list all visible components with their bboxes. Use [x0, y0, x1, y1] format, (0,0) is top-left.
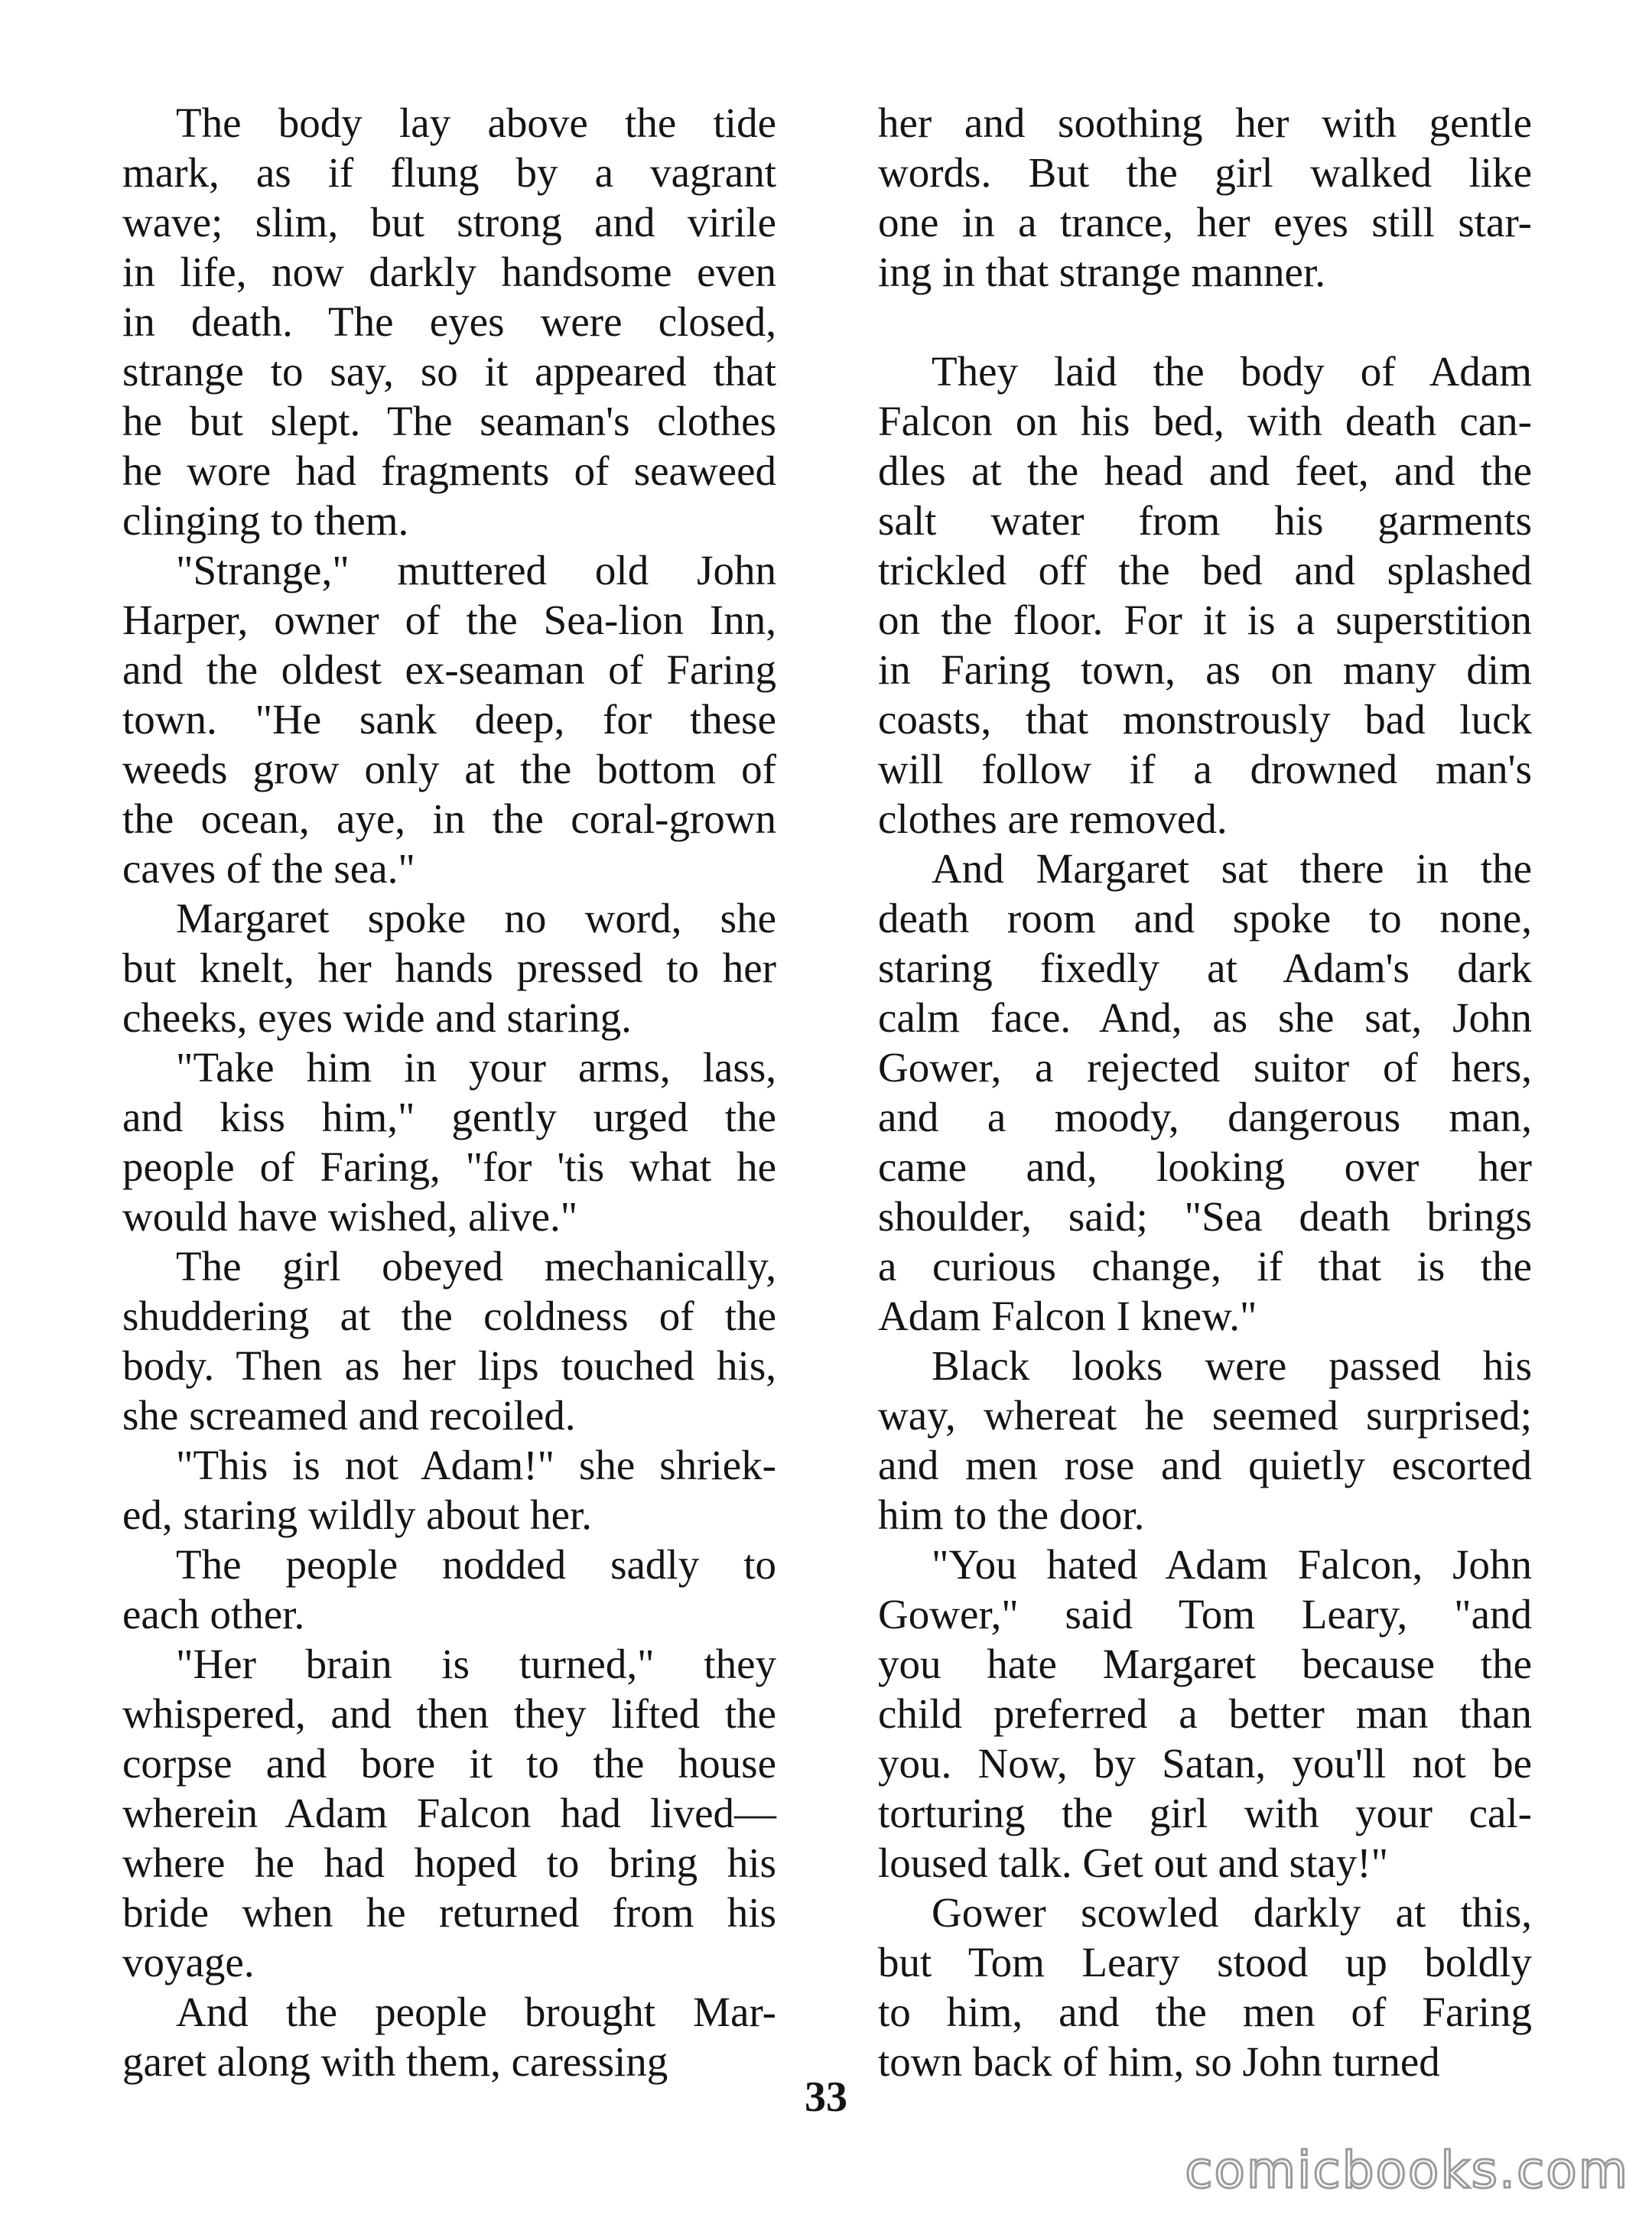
paragraph [122, 98, 776, 545]
text-line: but Tom Leary stood up boldly [878, 1939, 1532, 1985]
text-line: torturing the girl with your cal- [878, 1790, 1532, 1836]
text-line: bride when he returned from his [122, 1889, 776, 1936]
text-line: strange to say, so it appeared that [122, 348, 776, 395]
text-line: child preferred a better man than [878, 1690, 1532, 1737]
paragraph [878, 1540, 1532, 1888]
left-text-column [122, 98, 776, 2086]
paragraph [122, 1639, 776, 1987]
text-line: "Her brain is turned," they [176, 1641, 776, 1687]
text-line: trickled off the bed and splashed [878, 547, 1532, 594]
text-line: you. Now, by Satan, you'll not be [878, 1740, 1532, 1787]
text-line: him to the door. [878, 1491, 1145, 1538]
text-line: Adam Falcon I knew." [878, 1293, 1257, 1339]
paragraph [122, 1241, 776, 1440]
text-line: and the oldest ex-seaman of Faring [122, 646, 776, 693]
text-line: Falcon on his bed, with death can- [878, 398, 1532, 444]
text-line: to him, and the men of Faring [878, 1989, 1532, 2035]
paragraph [122, 1042, 776, 1241]
text-line: salt water from his garments [878, 497, 1532, 544]
text-line: in life, now darkly handsome even [122, 249, 776, 295]
text-line: coasts, that monstrously bad luck [878, 696, 1532, 743]
text-line: Gower scowled darkly at this, [932, 1889, 1532, 1936]
text-line: came and, looking over her [878, 1143, 1532, 1190]
paragraph [122, 893, 776, 1042]
text-line: he but slept. The seaman's clothes [122, 398, 776, 444]
page-number: 33 [805, 2073, 847, 2121]
text-line: calm face. And, as she sat, John [878, 994, 1532, 1041]
text-line: Harper, owner of the Sea-lion Inn, [122, 597, 776, 643]
text-line: voyage. [122, 1939, 255, 1985]
paragraph [878, 346, 1532, 844]
text-line: The people nodded sadly to [176, 1541, 776, 1588]
text-line: clinging to them. [122, 497, 409, 544]
text-line: a curious change, if that is the [878, 1243, 1532, 1289]
text-line: town back of him, so John turned [878, 2038, 1440, 2085]
text-line: way, whereat he seemed surprised; [878, 1392, 1532, 1439]
right-text-column [878, 98, 1532, 2086]
text-line: ed, staring wildly about her. [122, 1491, 593, 1538]
paragraph [122, 545, 776, 893]
text-line: people of Faring, "for 'tis what he [122, 1143, 776, 1190]
text-line: in Faring town, as on many dim [878, 646, 1532, 693]
text-line: and a moody, dangerous man, [878, 1094, 1532, 1140]
text-line: caves of the sea." [122, 845, 415, 892]
text-line: words. But the girl walked like [878, 149, 1532, 196]
text-line: and kiss him," gently urged the [122, 1094, 776, 1140]
text-line: Gower," said Tom Leary, "and [878, 1591, 1532, 1637]
text-line: The body lay above the tide [176, 99, 776, 146]
text-line: clothes are removed. [878, 795, 1228, 842]
paragraph [878, 1888, 1532, 2086]
text-line: dles at the head and feet, and the [878, 447, 1532, 494]
text-line: body. Then as her lips touched his, [122, 1342, 776, 1389]
text-line: he wore had fragments of seaweed [122, 447, 776, 494]
text-line: you hate Margaret because the [878, 1641, 1532, 1687]
text-line: Black looks were passed his [932, 1342, 1532, 1389]
paragraph [122, 1987, 776, 2086]
text-line: ing in that strange manner. [878, 249, 1325, 295]
text-line: shuddering at the coldness of the [122, 1293, 776, 1339]
paragraph [878, 98, 1532, 297]
text-line: Gower, a rejected suitor of hers, [878, 1044, 1532, 1091]
text-line: The girl obeyed mechanically, [176, 1243, 776, 1289]
text-line: will follow if a drowned man's [878, 746, 1532, 792]
text-line: And Margaret sat there in the [932, 845, 1532, 892]
text-line: one in a trance, her eyes still star- [878, 199, 1532, 246]
text-line: her and soothing her with gentle [878, 99, 1532, 146]
text-line: where he had hoped to bring his [122, 1839, 776, 1886]
text-line: garet along with them, caressing [122, 2038, 668, 2085]
paragraph [122, 1540, 776, 1639]
text-line: cheeks, eyes wide and staring. [122, 994, 632, 1041]
paragraph [122, 1440, 776, 1540]
text-line: on the floor. For it is a superstition [878, 597, 1532, 643]
paragraph [878, 1341, 1532, 1540]
paragraph [878, 844, 1532, 1341]
text-line: wave; slim, but strong and virile [122, 199, 776, 246]
text-line: each other. [122, 1591, 305, 1637]
watermark-logo: comicbooks.com [1185, 2141, 1629, 2200]
text-line: weeds grow only at the bottom of [122, 746, 776, 792]
text-line: death room and spoke to none, [878, 895, 1532, 942]
text-line: but knelt, her hands pressed to her [122, 945, 776, 991]
text-line: And the people brought Mar- [176, 1989, 776, 2035]
text-line: mark, as if flung by a vagrant [122, 149, 776, 196]
text-line: "This is not Adam!" she shriek- [176, 1442, 776, 1488]
text-line: wherein Adam Falcon had lived— [122, 1790, 776, 1836]
text-line: corpse and bore it to the house [122, 1740, 776, 1787]
text-line: the ocean, aye, in the coral-grown [122, 795, 776, 842]
paragraph-gap [878, 297, 1532, 346]
text-line: would have wished, alive." [122, 1193, 578, 1240]
text-line: shoulder, said; "Sea death brings [878, 1193, 1532, 1240]
text-line: staring fixedly at Adam's dark [878, 945, 1532, 991]
text-line: Margaret spoke no word, she [176, 895, 776, 942]
text-line: They laid the body of Adam [932, 348, 1532, 395]
text-line: "Strange," muttered old John [176, 547, 776, 594]
text-line: "You hated Adam Falcon, John [932, 1541, 1532, 1588]
text-line: "Take him in your arms, lass, [176, 1044, 776, 1091]
text-line: town. "He sank deep, for these [122, 696, 776, 743]
text-line: loused talk. Get out and stay!" [878, 1839, 1389, 1886]
text-line: and men rose and quietly escorted [878, 1442, 1532, 1488]
text-line: in death. The eyes were closed, [122, 298, 776, 345]
text-line: whispered, and then they lifted the [122, 1690, 776, 1737]
text-line: she screamed and recoiled. [122, 1392, 576, 1439]
